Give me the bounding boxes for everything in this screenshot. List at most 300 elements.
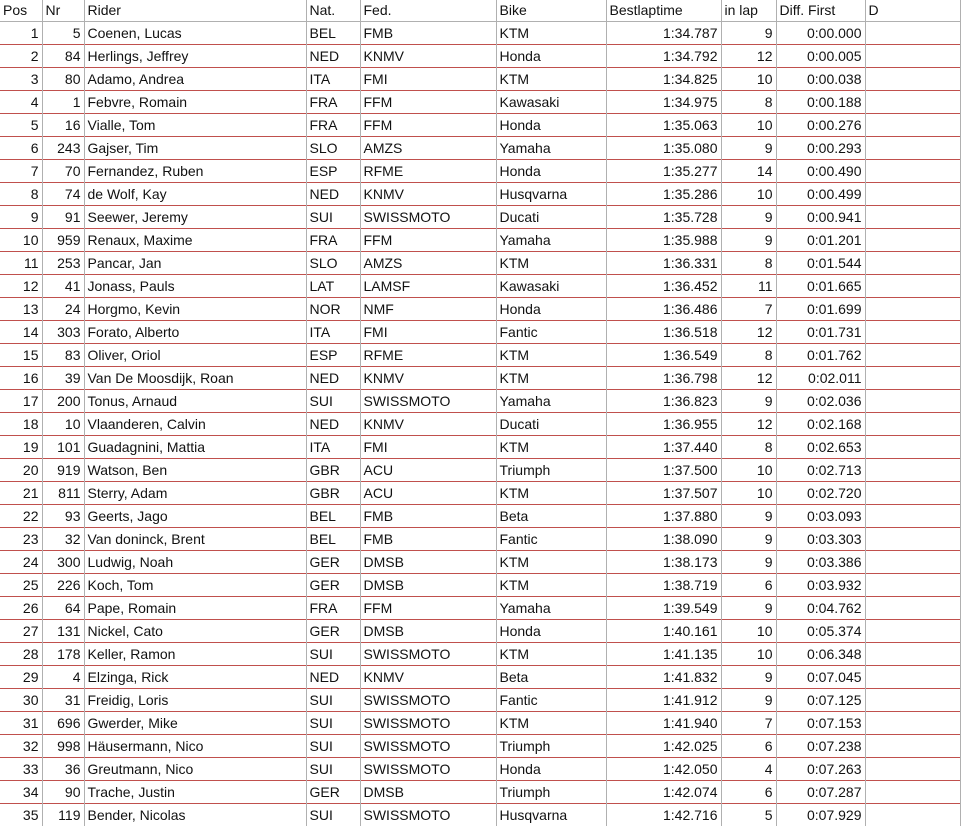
cell-in-lap: 8 (721, 91, 776, 114)
table-row[interactable] (0, 643, 960, 666)
col-header-fed[interactable]: Fed. (360, 0, 496, 22)
cell-diff-first: 0:01.731 (776, 321, 865, 344)
table-row[interactable] (0, 367, 960, 390)
cell-in-lap: 8 (721, 436, 776, 459)
cell-rider: Elzinga, Rick (84, 666, 306, 689)
cell-next-column (865, 45, 960, 68)
cell-in-lap: 9 (721, 137, 776, 160)
cell-nat: FRA (306, 114, 360, 137)
cell-fed: SWISSMOTO (360, 390, 496, 413)
cell-nat: SUI (306, 712, 360, 735)
table-row[interactable] (0, 482, 960, 505)
cell-bike: Husqvarna (496, 804, 606, 826)
cell-pos: 12 (0, 275, 42, 298)
cell-next-column (865, 712, 960, 735)
table-row[interactable] (0, 689, 960, 712)
cell-pos: 15 (0, 344, 42, 367)
cell-next-column (865, 298, 960, 321)
table-row[interactable] (0, 735, 960, 758)
cell-nat: SLO (306, 252, 360, 275)
cell-bike: KTM (496, 344, 606, 367)
table-row[interactable] (0, 229, 960, 252)
cell-bestlaptime: 1:36.823 (606, 390, 721, 413)
table-row[interactable] (0, 183, 960, 206)
cell-nr: 303 (42, 321, 84, 344)
cell-bike: Fantic (496, 689, 606, 712)
cell-rider: Koch, Tom (84, 574, 306, 597)
col-header-pos[interactable]: Pos (0, 0, 42, 22)
cell-nat: SUI (306, 689, 360, 712)
cell-bike: KTM (496, 551, 606, 574)
cell-nat: FRA (306, 229, 360, 252)
table-row[interactable] (0, 275, 960, 298)
table-row[interactable] (0, 160, 960, 183)
cell-diff-first: 0:03.386 (776, 551, 865, 574)
cell-in-lap: 12 (721, 367, 776, 390)
cell-diff-first: 0:02.011 (776, 367, 865, 390)
cell-nr: 4 (42, 666, 84, 689)
cell-next-column (865, 160, 960, 183)
cell-pos: 34 (0, 781, 42, 804)
cell-nr: 696 (42, 712, 84, 735)
cell-rider: Fernandez, Ruben (84, 160, 306, 183)
cell-nat: SUI (306, 804, 360, 826)
cell-pos: 14 (0, 321, 42, 344)
cell-nat: ESP (306, 160, 360, 183)
cell-next-column (865, 620, 960, 643)
cell-bestlaptime: 1:35.728 (606, 206, 721, 229)
cell-nr: 36 (42, 758, 84, 781)
cell-nat: ESP (306, 344, 360, 367)
cell-pos: 23 (0, 528, 42, 551)
cell-nat: LAT (306, 275, 360, 298)
cell-bestlaptime: 1:36.549 (606, 344, 721, 367)
cell-rider: Gwerder, Mike (84, 712, 306, 735)
cell-diff-first: 0:05.374 (776, 620, 865, 643)
cell-nat: ITA (306, 321, 360, 344)
cell-fed: NMF (360, 298, 496, 321)
cell-in-lap: 9 (721, 229, 776, 252)
cell-nat: GER (306, 781, 360, 804)
cell-nr: 101 (42, 436, 84, 459)
cell-rider: Forato, Alberto (84, 321, 306, 344)
table-row[interactable] (0, 505, 960, 528)
cell-pos: 33 (0, 758, 42, 781)
col-header-bike[interactable]: Bike (496, 0, 606, 22)
cell-pos: 3 (0, 68, 42, 91)
cell-pos: 27 (0, 620, 42, 643)
cell-next-column (865, 367, 960, 390)
cell-diff-first: 0:00.188 (776, 91, 865, 114)
cell-pos: 13 (0, 298, 42, 321)
col-header-rider[interactable]: Rider (84, 0, 306, 22)
cell-fed: SWISSMOTO (360, 758, 496, 781)
cell-next-column (865, 735, 960, 758)
cell-fed: SWISSMOTO (360, 735, 496, 758)
cell-in-lap: 9 (721, 206, 776, 229)
cell-rider: Van doninck, Brent (84, 528, 306, 551)
cell-rider: Vlaanderen, Calvin (84, 413, 306, 436)
cell-nat: SUI (306, 643, 360, 666)
cell-bike: Honda (496, 620, 606, 643)
cell-bike: Honda (496, 758, 606, 781)
cell-bestlaptime: 1:37.440 (606, 436, 721, 459)
cell-in-lap: 6 (721, 574, 776, 597)
table-row[interactable] (0, 252, 960, 275)
cell-bestlaptime: 1:42.716 (606, 804, 721, 826)
cell-nr: 919 (42, 459, 84, 482)
cell-next-column (865, 344, 960, 367)
cell-next-column (865, 22, 960, 45)
cell-in-lap: 7 (721, 712, 776, 735)
cell-bike: Fantic (496, 321, 606, 344)
table-row[interactable] (0, 344, 960, 367)
cell-fed: FFM (360, 114, 496, 137)
cell-nat: NED (306, 666, 360, 689)
table-row[interactable] (0, 114, 960, 137)
cell-rider: Herlings, Jeffrey (84, 45, 306, 68)
cell-bike: Yamaha (496, 390, 606, 413)
cell-nat: NED (306, 413, 360, 436)
col-header-nr[interactable]: Nr (42, 0, 84, 22)
cell-diff-first: 0:00.499 (776, 183, 865, 206)
table-row[interactable] (0, 206, 960, 229)
cell-next-column (865, 206, 960, 229)
cell-pos: 16 (0, 367, 42, 390)
table-row[interactable] (0, 45, 960, 68)
cell-nat: GBR (306, 482, 360, 505)
table-row[interactable] (0, 298, 960, 321)
cell-bike: Honda (496, 160, 606, 183)
cell-bestlaptime: 1:41.135 (606, 643, 721, 666)
cell-in-lap: 14 (721, 160, 776, 183)
cell-in-lap: 10 (721, 620, 776, 643)
cell-nr: 24 (42, 298, 84, 321)
cell-pos: 20 (0, 459, 42, 482)
table-row[interactable] (0, 666, 960, 689)
table-row[interactable] (0, 68, 960, 91)
cell-fed: FMB (360, 22, 496, 45)
cell-nat: BEL (306, 22, 360, 45)
col-header-diff-first[interactable]: Diff. First (776, 0, 865, 22)
col-header-next[interactable]: D (865, 0, 960, 22)
cell-rider: Vialle, Tom (84, 114, 306, 137)
cell-fed: FMB (360, 505, 496, 528)
cell-nr: 41 (42, 275, 84, 298)
cell-bestlaptime: 1:41.832 (606, 666, 721, 689)
table-row[interactable] (0, 758, 960, 781)
cell-nat: GER (306, 551, 360, 574)
cell-in-lap: 10 (721, 643, 776, 666)
cell-nr: 811 (42, 482, 84, 505)
cell-diff-first: 0:01.762 (776, 344, 865, 367)
cell-next-column (865, 758, 960, 781)
cell-fed: ACU (360, 459, 496, 482)
cell-in-lap: 9 (721, 597, 776, 620)
cell-nr: 119 (42, 804, 84, 826)
cell-next-column (865, 252, 960, 275)
cell-diff-first: 0:03.932 (776, 574, 865, 597)
table-row[interactable] (0, 781, 960, 804)
cell-fed: SWISSMOTO (360, 712, 496, 735)
table-row[interactable] (0, 574, 960, 597)
cell-in-lap: 5 (721, 804, 776, 826)
cell-diff-first: 0:01.699 (776, 298, 865, 321)
cell-pos: 19 (0, 436, 42, 459)
cell-diff-first: 0:02.036 (776, 390, 865, 413)
cell-diff-first: 0:00.293 (776, 137, 865, 160)
cell-bestlaptime: 1:34.787 (606, 22, 721, 45)
cell-diff-first: 0:02.168 (776, 413, 865, 436)
cell-fed: FFM (360, 91, 496, 114)
cell-nat: SUI (306, 206, 360, 229)
cell-next-column (865, 459, 960, 482)
cell-in-lap: 9 (721, 528, 776, 551)
cell-diff-first: 0:02.713 (776, 459, 865, 482)
table-row[interactable] (0, 459, 960, 482)
cell-bestlaptime: 1:38.719 (606, 574, 721, 597)
cell-bestlaptime: 1:42.050 (606, 758, 721, 781)
cell-fed: FMB (360, 528, 496, 551)
cell-in-lap: 10 (721, 459, 776, 482)
col-header-nat[interactable]: Nat. (306, 0, 360, 22)
cell-bike: Ducati (496, 206, 606, 229)
cell-pos: 8 (0, 183, 42, 206)
cell-fed: RFME (360, 160, 496, 183)
cell-pos: 24 (0, 551, 42, 574)
cell-pos: 22 (0, 505, 42, 528)
cell-in-lap: 10 (721, 68, 776, 91)
cell-nat: BEL (306, 505, 360, 528)
cell-bike: Triumph (496, 459, 606, 482)
cell-pos: 6 (0, 137, 42, 160)
cell-next-column (865, 781, 960, 804)
cell-nat: FRA (306, 597, 360, 620)
cell-fed: SWISSMOTO (360, 689, 496, 712)
cell-in-lap: 6 (721, 735, 776, 758)
cell-pos: 17 (0, 390, 42, 413)
cell-rider: Horgmo, Kevin (84, 298, 306, 321)
cell-next-column (865, 68, 960, 91)
cell-rider: Bender, Nicolas (84, 804, 306, 826)
cell-bike: Husqvarna (496, 183, 606, 206)
cell-nr: 84 (42, 45, 84, 68)
cell-bestlaptime: 1:36.452 (606, 275, 721, 298)
cell-bestlaptime: 1:36.955 (606, 413, 721, 436)
cell-nr: 226 (42, 574, 84, 597)
cell-nr: 31 (42, 689, 84, 712)
cell-bestlaptime: 1:37.507 (606, 482, 721, 505)
table-row[interactable] (0, 91, 960, 114)
cell-rider: Sterry, Adam (84, 482, 306, 505)
cell-bestlaptime: 1:38.090 (606, 528, 721, 551)
cell-rider: Tonus, Arnaud (84, 390, 306, 413)
cell-nat: GBR (306, 459, 360, 482)
cell-diff-first: 0:01.201 (776, 229, 865, 252)
cell-nat: SLO (306, 137, 360, 160)
cell-nr: 39 (42, 367, 84, 390)
cell-fed: FFM (360, 597, 496, 620)
cell-bestlaptime: 1:34.975 (606, 91, 721, 114)
cell-rider: Gajser, Tim (84, 137, 306, 160)
cell-in-lap: 9 (721, 551, 776, 574)
cell-fed: FMI (360, 321, 496, 344)
cell-bike: Honda (496, 298, 606, 321)
cell-nr: 74 (42, 183, 84, 206)
cell-diff-first: 0:00.000 (776, 22, 865, 45)
cell-pos: 7 (0, 160, 42, 183)
cell-bike: Kawasaki (496, 275, 606, 298)
cell-next-column (865, 436, 960, 459)
cell-diff-first: 0:07.153 (776, 712, 865, 735)
cell-nr: 70 (42, 160, 84, 183)
cell-in-lap: 10 (721, 183, 776, 206)
cell-diff-first: 0:00.276 (776, 114, 865, 137)
cell-fed: FFM (360, 229, 496, 252)
cell-rider: Freidig, Loris (84, 689, 306, 712)
cell-bike: KTM (496, 367, 606, 390)
table-row[interactable] (0, 597, 960, 620)
table-row[interactable] (0, 137, 960, 160)
cell-in-lap: 12 (721, 45, 776, 68)
table-row[interactable] (0, 413, 960, 436)
cell-rider: Pape, Romain (84, 597, 306, 620)
cell-diff-first: 0:07.287 (776, 781, 865, 804)
table-row[interactable] (0, 22, 960, 45)
cell-pos: 21 (0, 482, 42, 505)
table-row[interactable] (0, 321, 960, 344)
cell-fed: DMSB (360, 574, 496, 597)
cell-bestlaptime: 1:42.025 (606, 735, 721, 758)
cell-bestlaptime: 1:36.518 (606, 321, 721, 344)
cell-bike: Honda (496, 114, 606, 137)
cell-in-lap: 11 (721, 275, 776, 298)
cell-rider: Febvre, Romain (84, 91, 306, 114)
cell-next-column (865, 321, 960, 344)
cell-fed: DMSB (360, 620, 496, 643)
cell-nat: NED (306, 367, 360, 390)
cell-nr: 178 (42, 643, 84, 666)
cell-nr: 200 (42, 390, 84, 413)
cell-rider: Trache, Justin (84, 781, 306, 804)
cell-fed: SWISSMOTO (360, 206, 496, 229)
cell-diff-first: 0:02.720 (776, 482, 865, 505)
cell-diff-first: 0:00.490 (776, 160, 865, 183)
cell-rider: de Wolf, Kay (84, 183, 306, 206)
cell-rider: Häusermann, Nico (84, 735, 306, 758)
cell-fed: SWISSMOTO (360, 643, 496, 666)
table-row[interactable] (0, 712, 960, 735)
results-body (0, 22, 960, 826)
table-row[interactable] (0, 436, 960, 459)
cell-nr: 64 (42, 597, 84, 620)
table-row[interactable] (0, 804, 960, 826)
cell-rider: Jonass, Pauls (84, 275, 306, 298)
cell-nat: ITA (306, 436, 360, 459)
col-header-in-lap[interactable]: in lap (721, 0, 776, 22)
cell-next-column (865, 183, 960, 206)
cell-bestlaptime: 1:36.486 (606, 298, 721, 321)
cell-in-lap: 10 (721, 114, 776, 137)
cell-rider: Pancar, Jan (84, 252, 306, 275)
cell-next-column (865, 574, 960, 597)
cell-diff-first: 0:07.125 (776, 689, 865, 712)
cell-nat: GER (306, 620, 360, 643)
cell-bestlaptime: 1:34.792 (606, 45, 721, 68)
cell-bestlaptime: 1:35.063 (606, 114, 721, 137)
cell-nat: BEL (306, 528, 360, 551)
col-header-bestlaptime[interactable]: Bestlaptime (606, 0, 721, 22)
cell-fed: SWISSMOTO (360, 804, 496, 826)
cell-bestlaptime: 1:37.500 (606, 459, 721, 482)
cell-pos: 11 (0, 252, 42, 275)
cell-next-column (865, 804, 960, 826)
cell-pos: 30 (0, 689, 42, 712)
cell-nr: 243 (42, 137, 84, 160)
cell-pos: 29 (0, 666, 42, 689)
cell-rider: Guadagnini, Mattia (84, 436, 306, 459)
cell-rider: Ludwig, Noah (84, 551, 306, 574)
cell-bike: KTM (496, 574, 606, 597)
cell-diff-first: 0:04.762 (776, 597, 865, 620)
cell-fed: DMSB (360, 781, 496, 804)
cell-next-column (865, 390, 960, 413)
table-row[interactable] (0, 551, 960, 574)
cell-rider: Greutmann, Nico (84, 758, 306, 781)
cell-in-lap: 9 (721, 666, 776, 689)
cell-nat: ITA (306, 68, 360, 91)
cell-in-lap: 9 (721, 22, 776, 45)
cell-fed: ACU (360, 482, 496, 505)
cell-fed: KNMV (360, 666, 496, 689)
cell-nat: NED (306, 45, 360, 68)
cell-next-column (865, 413, 960, 436)
cell-pos: 31 (0, 712, 42, 735)
cell-bestlaptime: 1:36.331 (606, 252, 721, 275)
cell-fed: KNMV (360, 45, 496, 68)
cell-rider: Oliver, Oriol (84, 344, 306, 367)
cell-diff-first: 0:07.238 (776, 735, 865, 758)
cell-fed: FMI (360, 68, 496, 91)
cell-pos: 5 (0, 114, 42, 137)
cell-in-lap: 9 (721, 689, 776, 712)
cell-in-lap: 8 (721, 344, 776, 367)
cell-bike: Honda (496, 45, 606, 68)
table-row[interactable] (0, 528, 960, 551)
cell-bestlaptime: 1:41.912 (606, 689, 721, 712)
cell-pos: 18 (0, 413, 42, 436)
cell-bestlaptime: 1:36.798 (606, 367, 721, 390)
cell-next-column (865, 643, 960, 666)
cell-bike: KTM (496, 68, 606, 91)
cell-nr: 80 (42, 68, 84, 91)
cell-nr: 1 (42, 91, 84, 114)
cell-bike: KTM (496, 643, 606, 666)
table-row[interactable] (0, 620, 960, 643)
cell-nr: 10 (42, 413, 84, 436)
cell-nr: 93 (42, 505, 84, 528)
cell-pos: 4 (0, 91, 42, 114)
cell-bestlaptime: 1:39.549 (606, 597, 721, 620)
cell-fed: AMZS (360, 252, 496, 275)
cell-nr: 16 (42, 114, 84, 137)
cell-nat: SUI (306, 390, 360, 413)
table-row[interactable] (0, 390, 960, 413)
cell-bike: Triumph (496, 781, 606, 804)
cell-next-column (865, 551, 960, 574)
cell-rider: Van De Moosdijk, Roan (84, 367, 306, 390)
cell-in-lap: 8 (721, 252, 776, 275)
